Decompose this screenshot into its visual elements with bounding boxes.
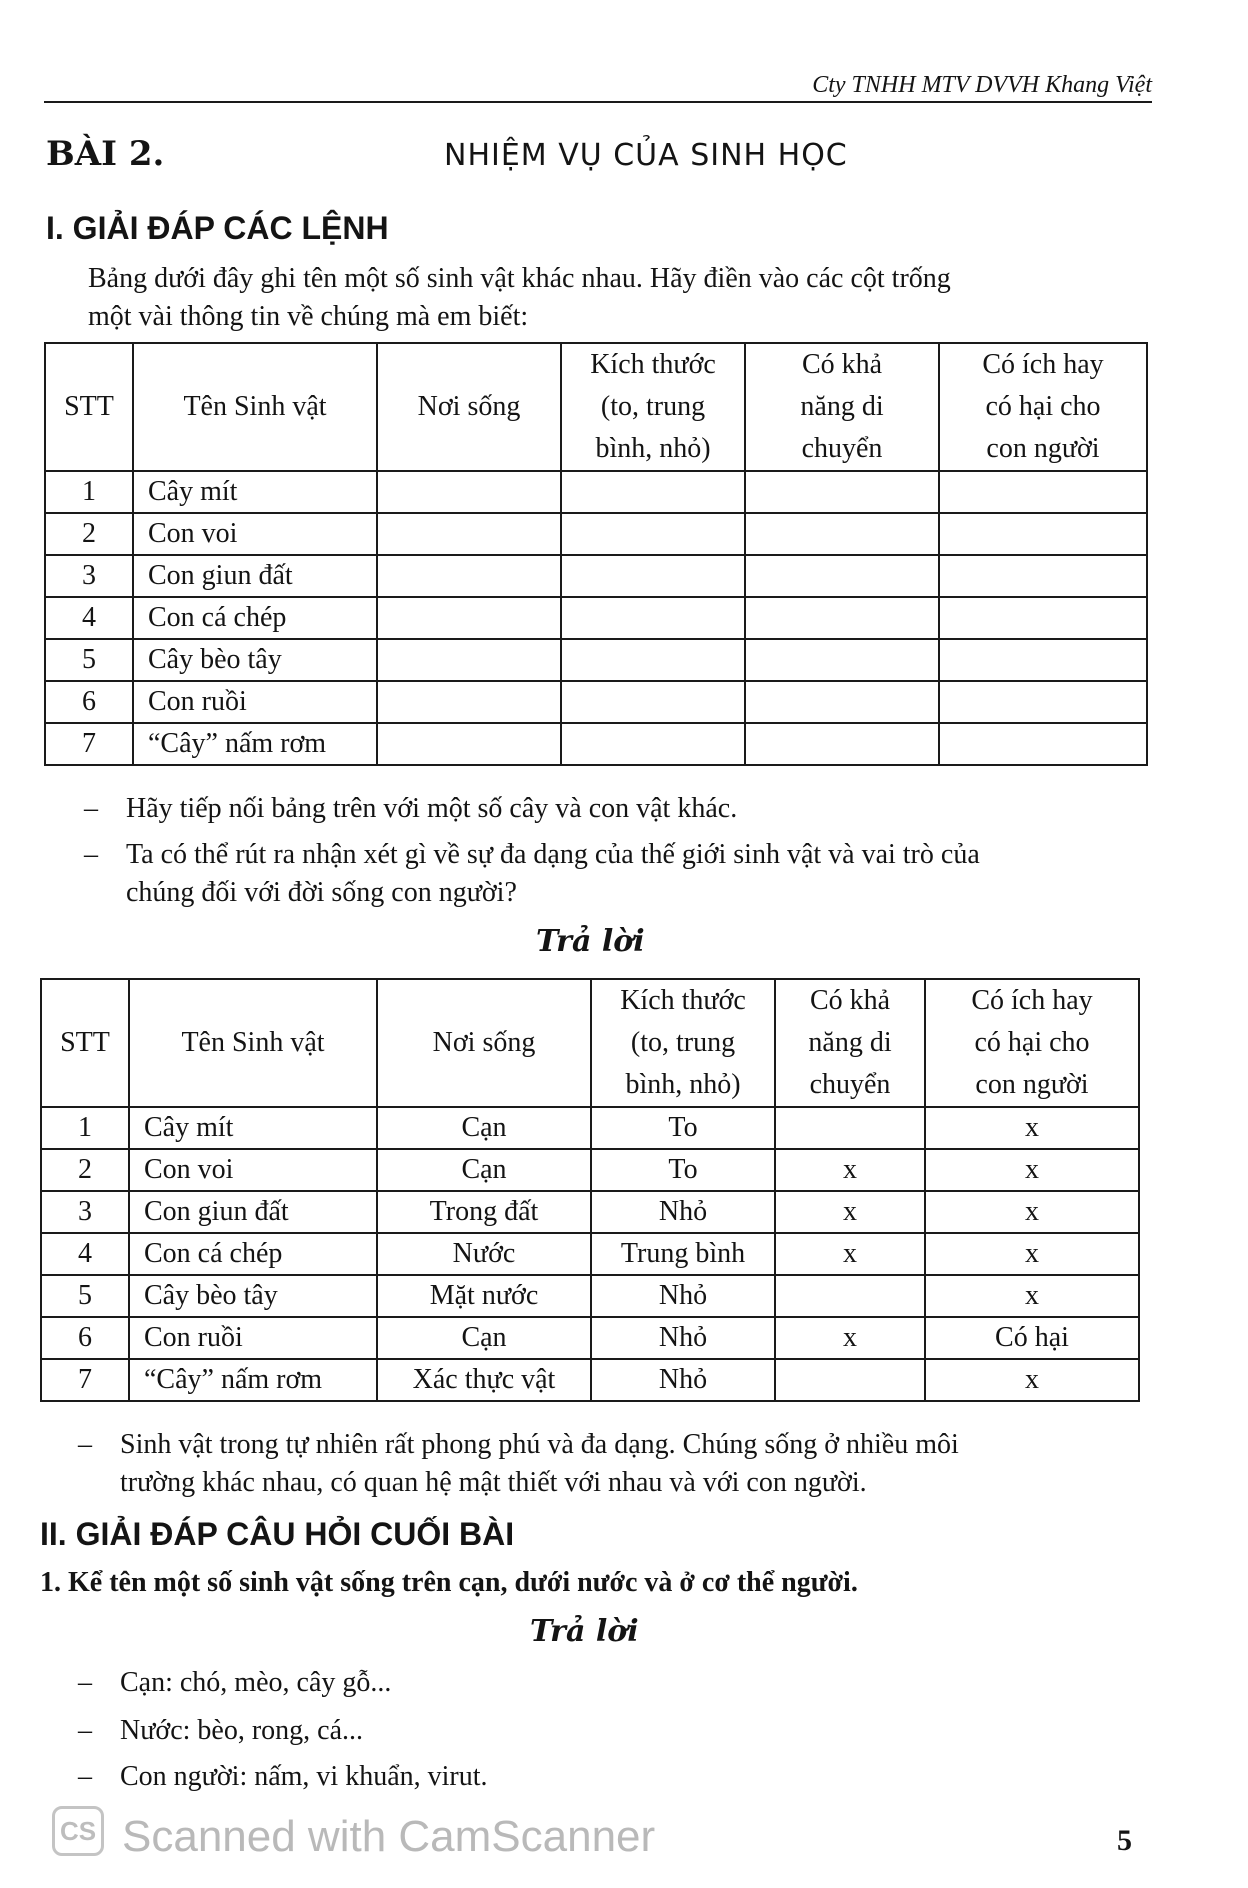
header-size-line: bình, nhỏ) <box>595 433 711 464</box>
bullet-dash: – <box>84 793 98 824</box>
answer-text: Con người: nấm, vi khuẩn, virut. <box>120 1761 488 1792</box>
cell-use: x <box>925 1233 1139 1275</box>
cell-empty <box>377 639 561 681</box>
table-row <box>45 723 1147 765</box>
table-header-row <box>45 343 1147 471</box>
table-row <box>41 1317 1139 1359</box>
table-row <box>41 1149 1139 1191</box>
table-header-row <box>41 979 1139 1107</box>
table-row <box>45 597 1147 639</box>
header-move-line: năng di <box>800 391 884 422</box>
answer-item <box>78 1758 978 1796</box>
cell-stt: 2 <box>45 513 133 555</box>
table-row <box>41 1275 1139 1317</box>
cell-empty <box>745 639 939 681</box>
question-1: 1. Kể tên một số sinh vật sống trên cạn, dưới nước và ở cơ thể người. <box>40 1567 858 1598</box>
cell-habitat: Mặt nước <box>377 1275 591 1317</box>
cell-name: Cây mít <box>129 1107 377 1149</box>
cell-name: Con cá chép <box>133 597 377 639</box>
cell-move <box>775 1275 925 1317</box>
intro-line-1: Bảng dưới đây ghi tên một số sinh vật khác nhau. Hãy điền vào các cột trống <box>88 263 951 294</box>
header-name: Tên Sinh vật <box>133 343 377 471</box>
table-row <box>45 513 1147 555</box>
header-size-line: (to, trung <box>600 391 706 422</box>
header-move-line: chuyển <box>809 1069 891 1100</box>
table-row <box>45 681 1147 723</box>
cell-name: Cây bèo tây <box>129 1275 377 1317</box>
cell-habitat: Cạn <box>377 1317 591 1359</box>
cell-empty <box>939 639 1147 681</box>
cell-empty <box>377 555 561 597</box>
header-habitat: Nơi sống <box>377 343 561 471</box>
cell-empty <box>561 513 745 555</box>
cell-empty <box>939 723 1147 765</box>
table-row <box>45 555 1147 597</box>
cell-habitat: Nước <box>377 1233 591 1275</box>
cell-name: Cây bèo tây <box>133 639 377 681</box>
header-move-line: chuyển <box>801 433 883 464</box>
table-row <box>41 1359 1139 1401</box>
answer-text: Cạn: chó, mèo, cây gỗ... <box>120 1667 392 1698</box>
cell-size: Nhỏ <box>591 1275 775 1317</box>
cell-empty <box>377 597 561 639</box>
cell-use: Có hại <box>925 1317 1139 1359</box>
cell-empty <box>939 597 1147 639</box>
cell-stt: 1 <box>45 471 133 513</box>
header-use-line: Có ích hay <box>971 985 1093 1016</box>
header-size <box>591 979 775 1107</box>
cell-empty <box>745 681 939 723</box>
cell-move: x <box>775 1149 925 1191</box>
cell-empty <box>561 471 745 513</box>
cell-stt: 6 <box>45 681 133 723</box>
cell-use: x <box>925 1107 1139 1149</box>
header-size-line: Kích thước <box>590 349 716 380</box>
cell-habitat: Xác thực vật <box>377 1359 591 1401</box>
cell-name: Con voi <box>133 513 377 555</box>
question-table <box>44 342 1148 766</box>
bullet-dash: – <box>78 1761 92 1792</box>
cell-name: “Cây” nấm rơm <box>133 723 377 765</box>
cell-use: x <box>925 1149 1139 1191</box>
header-move <box>775 979 925 1107</box>
cell-stt: 7 <box>45 723 133 765</box>
cell-stt: 4 <box>45 597 133 639</box>
cell-move <box>775 1107 925 1149</box>
answer-text: Nước: bèo, rong, cá... <box>120 1715 364 1746</box>
cell-size: Nhỏ <box>591 1317 775 1359</box>
cell-use: x <box>925 1359 1139 1401</box>
cell-habitat: Cạn <box>377 1107 591 1149</box>
header-use-line: con người <box>986 433 1100 464</box>
header-stt: STT <box>41 979 129 1107</box>
cell-use: x <box>925 1275 1139 1317</box>
cell-size: Nhỏ <box>591 1191 775 1233</box>
intro-line-2: một vài thông tin về chúng mà em biết: <box>88 301 529 332</box>
cell-name: Con cá chép <box>129 1233 377 1275</box>
header-name: Tên Sinh vật <box>129 979 377 1107</box>
cell-empty <box>377 681 561 723</box>
header-use <box>939 343 1147 471</box>
cell-empty <box>745 555 939 597</box>
section-1-heading: I. GIẢI ĐÁP CÁC LỆNH <box>46 210 389 246</box>
table-row <box>41 1233 1139 1275</box>
conclusion-item <box>78 1426 1168 1502</box>
header-move <box>745 343 939 471</box>
cell-name: Con voi <box>129 1149 377 1191</box>
cell-empty <box>939 471 1147 513</box>
header-use-line: con người <box>975 1069 1089 1100</box>
cell-name: Con giun đất <box>129 1191 377 1233</box>
cell-name: Con ruồi <box>129 1317 377 1359</box>
cell-name: Con giun đất <box>133 555 377 597</box>
section-2-heading: II. GIẢI ĐÁP CÂU HỎI CUỐI BÀI <box>40 1516 515 1552</box>
conclusion-text: Sinh vật trong tự nhiên rất phong phú và đa dạng. Chúng sống ở nhiều môi <box>120 1429 959 1460</box>
cell-empty <box>939 513 1147 555</box>
header-move-line: Có khả <box>801 349 883 380</box>
camscanner-logo-icon: CS <box>52 1806 104 1856</box>
camscanner-watermark: Scanned with CamScanner <box>122 1812 656 1861</box>
answer-label: Trả lời <box>536 924 645 959</box>
cell-stt: 5 <box>41 1275 129 1317</box>
conclusion-text: trường khác nhau, có quan hệ mật thiết với nhau và với con người. <box>120 1467 867 1498</box>
cell-empty <box>377 723 561 765</box>
bullet-text: Hãy tiếp nối bảng trên với một số cây và con vật khác. <box>126 793 738 824</box>
cell-move: x <box>775 1191 925 1233</box>
cell-stt: 5 <box>45 639 133 681</box>
bullet-item <box>84 790 1154 828</box>
answer-item <box>78 1712 978 1750</box>
cell-empty <box>561 597 745 639</box>
cell-name: Con ruồi <box>133 681 377 723</box>
cell-stt: 1 <box>41 1107 129 1149</box>
bullet-dash: – <box>78 1667 92 1698</box>
cell-size: Trung bình <box>591 1233 775 1275</box>
header-habitat: Nơi sống <box>377 979 591 1107</box>
header-size-line: bình, nhỏ) <box>625 1069 741 1100</box>
cell-stt: 3 <box>41 1191 129 1233</box>
cell-empty <box>377 471 561 513</box>
header-move-line: năng di <box>808 1027 892 1058</box>
cell-empty <box>377 513 561 555</box>
header-use-line: có hại cho <box>985 391 1101 422</box>
table-row <box>41 1191 1139 1233</box>
bullet-item <box>84 836 1164 912</box>
cell-move: x <box>775 1317 925 1359</box>
header-move-line: Có khả <box>809 985 891 1016</box>
header-size <box>561 343 745 471</box>
answer-label: Trả lời <box>530 1614 639 1649</box>
table-row <box>41 1107 1139 1149</box>
table-row <box>45 639 1147 681</box>
cell-habitat: Cạn <box>377 1149 591 1191</box>
cell-size: Nhỏ <box>591 1359 775 1401</box>
cell-empty <box>939 681 1147 723</box>
cell-empty <box>561 555 745 597</box>
lesson-number: BÀI 2. <box>46 134 165 174</box>
cell-empty <box>745 471 939 513</box>
cell-empty <box>745 513 939 555</box>
answer-item <box>78 1664 978 1702</box>
header-use-line: có hại cho <box>974 1027 1090 1058</box>
cell-use: x <box>925 1191 1139 1233</box>
header-divider <box>44 101 1152 103</box>
cell-stt: 2 <box>41 1149 129 1191</box>
cell-stt: 3 <box>45 555 133 597</box>
publisher-header: Cty TNHH MTV DVVH Khang Việt <box>812 72 1152 98</box>
page-number: 5 <box>1117 1824 1132 1857</box>
cell-size: To <box>591 1149 775 1191</box>
cell-empty <box>939 555 1147 597</box>
header-use-line: Có ích hay <box>982 349 1104 380</box>
cell-stt: 6 <box>41 1317 129 1359</box>
answer-table <box>40 978 1140 1402</box>
bullet-dash: – <box>78 1429 92 1460</box>
cell-empty <box>561 681 745 723</box>
bullet-text: Ta có thể rút ra nhận xét gì về sự đa dạng của thế giới sinh vật và vai trò của <box>126 839 980 870</box>
cell-stt: 4 <box>41 1233 129 1275</box>
bullet-dash: – <box>78 1715 92 1746</box>
cell-name: “Cây” nấm rơm <box>129 1359 377 1401</box>
table-row <box>45 471 1147 513</box>
cell-empty <box>745 723 939 765</box>
header-size-line: (to, trung <box>630 1027 736 1058</box>
cell-empty <box>561 639 745 681</box>
header-size-line: Kích thước <box>620 985 746 1016</box>
cell-move: x <box>775 1233 925 1275</box>
bullet-dash: – <box>84 839 98 870</box>
cell-empty <box>561 723 745 765</box>
cell-stt: 7 <box>41 1359 129 1401</box>
bullet-text: chúng đối với đời sống con người? <box>126 877 517 908</box>
cell-name: Cây mít <box>133 471 377 513</box>
cell-empty <box>745 597 939 639</box>
lesson-title: NHIỆM VỤ CỦA SINH HỌC <box>444 138 848 173</box>
header-stt: STT <box>45 343 133 471</box>
header-use <box>925 979 1139 1107</box>
cell-move <box>775 1359 925 1401</box>
cell-habitat: Trong đất <box>377 1191 591 1233</box>
cell-size: To <box>591 1107 775 1149</box>
